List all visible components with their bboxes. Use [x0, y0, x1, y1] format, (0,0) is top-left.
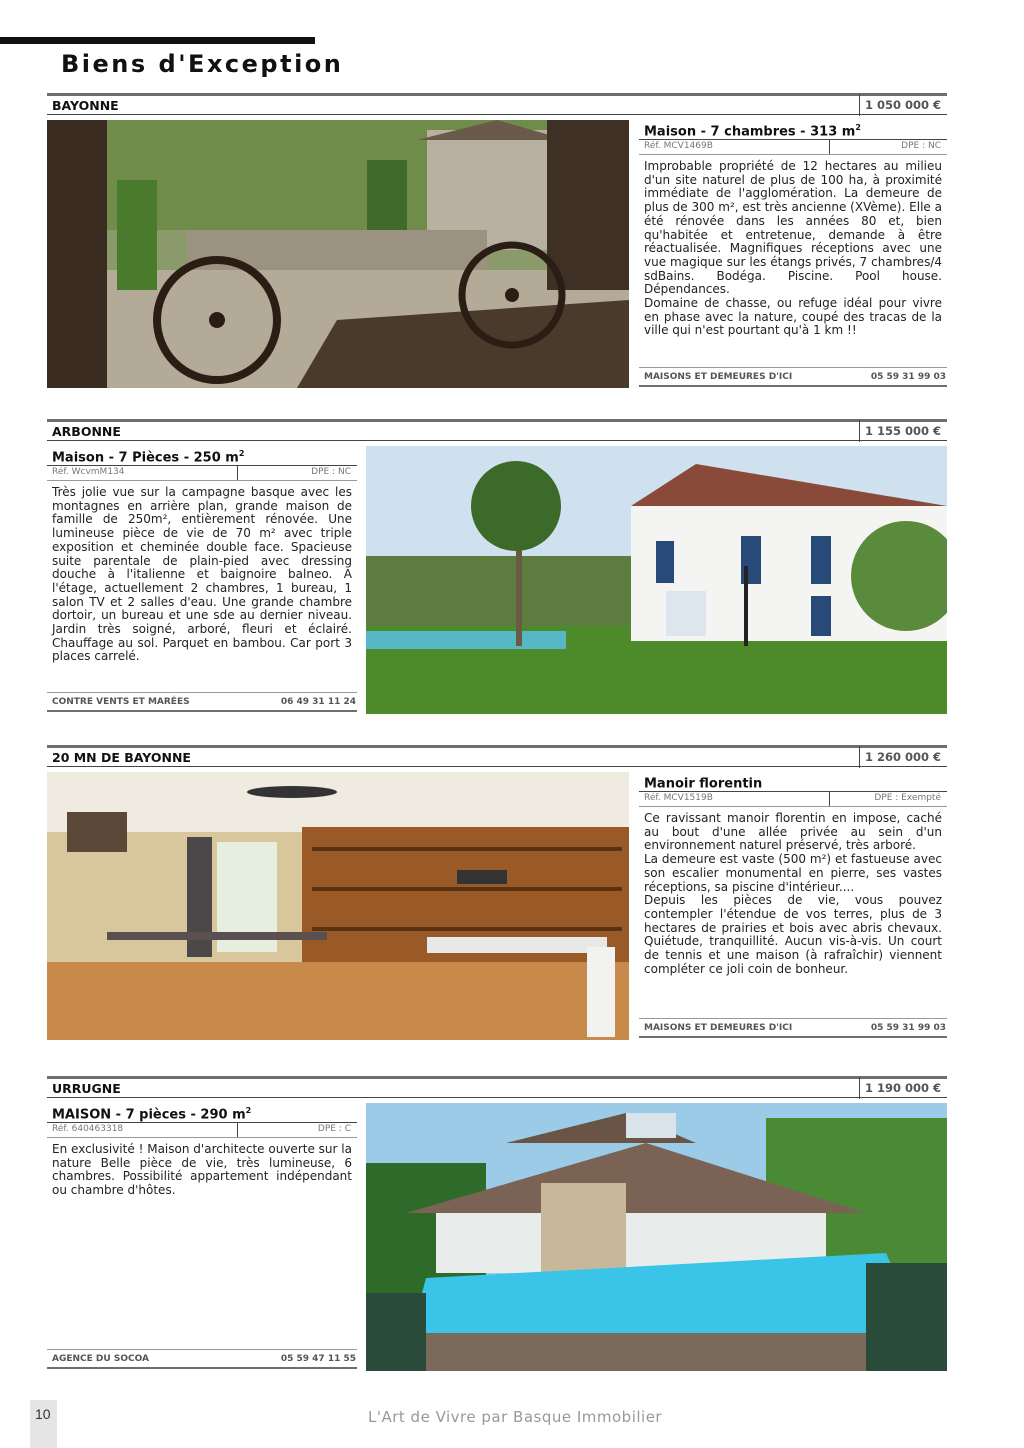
- price: 1 155 000 €: [859, 420, 947, 442]
- property-description: Ce ravissant manoir florentin en impose, caché au bout d'une allée privée au sein d'un environnement naturel préservé, très arboré. La demeure est vaste (500 m²) et fastueuse avec son escalier monumental en pierre, ses vastes réceptions, sa piscine d'intérieur.... Depuis les pièces de vie, vous pouvez contempler l'étendue de vos terres, plus de 3 hectares de prairies et bois avec abris chevaux. Quiétude, tranquillité. Aucun vis-à-vis. Un court de tennis et une maison (à rafraîchir) viennent compléter ce joli coin de bonheur.: [644, 811, 942, 976]
- reference-row: [639, 140, 947, 155]
- property-info: [639, 772, 947, 976]
- location-bar: [47, 93, 947, 115]
- section-title: Biens d'Exception: [61, 50, 344, 78]
- property-photo[interactable]: [47, 772, 629, 1040]
- location-name: ARBONNE: [52, 424, 121, 439]
- agency-phone[interactable]: 05 59 47 11 55: [280, 1354, 356, 1364]
- property-description: En exclusivité ! Maison d'architecte ouverte sur la nature Belle pièce de vie, très lumineuse, 6 chambres. Possibilité appartement indépendant ou chambre d'hôtes.: [52, 1142, 352, 1198]
- agency-name: MAISONS ET DEMEURES D'ICI: [644, 1023, 793, 1033]
- top-accent-bar: [0, 37, 315, 44]
- dpe-rating: DPE : NC: [311, 467, 351, 477]
- location-name: URRUGNE: [52, 1081, 121, 1096]
- location-name: 20 MN DE BAYONNE: [52, 750, 191, 765]
- reference-row: [639, 792, 947, 807]
- agency-name: MAISONS ET DEMEURES D'ICI: [644, 372, 793, 382]
- location-name: BAYONNE: [52, 98, 119, 113]
- dpe-rating: DPE : C: [317, 1124, 351, 1134]
- property-description: Très jolie vue sur la campagne basque avec les montagnes en arrière plan, grande maison de famille de 250m², entièrement rénovée. Une lumineuse pièce de vie de 70 m² avec triple exposition et cheminée double face. Spacieuse suite parentale de plain-pied avec dressing douche à l'italienne et baignoire balneo. A l'étage, actuellement 2 chambres, 1 bureau, 1 salon TV et 2 salles d'eau. Une grande chambre dortoir, un bureau et une sde au dernier niveau. Jardin très soigné, arboré, fleuri et éclairé. Chauffage au sol. Parquet en bambou. Car port 3 places carrelé.: [52, 485, 352, 664]
- property-title: MAISON - 7 pièces - 290 $m^2$: [47, 1103, 357, 1123]
- property-info: [47, 446, 357, 664]
- location-bar: [47, 745, 947, 767]
- location-bar: [47, 1076, 947, 1098]
- reference: Réf. WcvmM134: [52, 467, 125, 477]
- property-title: Maison - 7 Pièces - 250 $m^2$: [47, 446, 357, 466]
- property-photo[interactable]: [47, 120, 629, 388]
- location-bar: [47, 419, 947, 441]
- property-photo[interactable]: [366, 446, 947, 714]
- listing-20mn-bayonne: [47, 745, 947, 1045]
- reference: Réf. 640463318: [52, 1124, 124, 1134]
- listing-urrugne: [47, 1076, 947, 1376]
- price: 1 260 000 €: [859, 746, 947, 768]
- property-description: Improbable propriété de 12 hectares au milieu d'un site naturel de plus de 100 ha, à proximité immédiate de l'agglomération. La demeure de plus de 300 m², est très ancienne (XVème). Elle a été rénovée dans les années 80 et, bien qu'habitée et entretenue, demande à être réactualisée. Magnifiques réceptions avec une vue magique sur les étangs privés, 7 chambres/4 sdBains. Bodéga. Piscine. Pool house. Dépendances. Domaine de chasse, ou refuge idéal pour vivre en phase avec la nature, coupé des tracas de la ville qui n'est pourtant qu'à 1 km !!: [644, 159, 942, 338]
- page-number: 10: [35, 1406, 51, 1422]
- dpe-rating: DPE : NC: [901, 141, 941, 151]
- reference: Réf. MCV1469B: [644, 141, 713, 151]
- dpe-rating: DPE : Exempté: [874, 793, 941, 803]
- agency-row: [47, 1349, 357, 1369]
- property-title: Manoir florentin: [639, 772, 947, 792]
- agency-phone[interactable]: 06 49 31 11 24: [280, 697, 356, 707]
- agency-name: CONTRE VENTS ET MARÉES: [52, 697, 190, 707]
- agency-row: [639, 1018, 947, 1038]
- listing-arbonne: [47, 419, 947, 719]
- agency-name: AGENCE DU SOCOA: [52, 1354, 149, 1364]
- property-photo[interactable]: [366, 1103, 947, 1371]
- reference-row: [47, 466, 357, 481]
- price: 1 050 000 €: [859, 94, 947, 116]
- agency-phone[interactable]: 05 59 31 99 03: [870, 1023, 946, 1033]
- reference-row: [47, 1123, 357, 1138]
- agency-phone[interactable]: 05 59 31 99 03: [870, 372, 946, 382]
- price: 1 190 000 €: [859, 1077, 947, 1099]
- footer-tagline: L'Art de Vivre par Basque Immobilier: [368, 1408, 663, 1426]
- agency-row: [639, 367, 947, 387]
- property-title: Maison - 7 chambres - 313 $m^2$: [639, 120, 947, 140]
- reference: Réf. MCV1519B: [644, 793, 713, 803]
- property-info: [47, 1103, 357, 1198]
- property-info: [639, 120, 947, 338]
- listing-bayonne: [47, 93, 947, 393]
- agency-row: [47, 692, 357, 712]
